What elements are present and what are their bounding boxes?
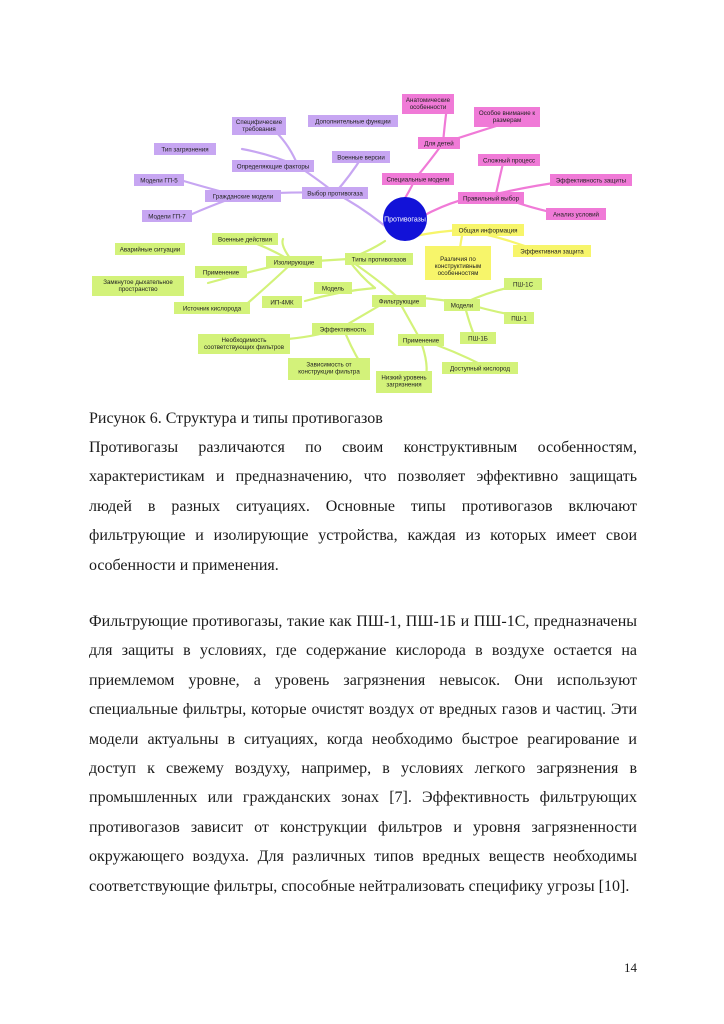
- node-dostupnyy: Доступный кислород: [450, 365, 510, 373]
- node-dop-funkcii: Дополнительные функции: [315, 118, 391, 126]
- node-psh1: ПШ-1: [511, 315, 527, 323]
- node-filtruyushie: Фильтрующие: [378, 298, 420, 306]
- node-psh1s: ПШ-1С: [512, 281, 534, 289]
- node-istochnik: Источник кислорода: [182, 305, 242, 313]
- node-zavisimost: Зависимость от конструкции фильтра: [298, 361, 360, 376]
- node-primenenie-f: Применение: [402, 337, 440, 345]
- node-effektivnost-zashity: Эффективность защиты: [555, 177, 627, 185]
- node-izoliruyushie: Изолирующие: [273, 259, 315, 267]
- figure-caption: Рисунок 6. Структура и типы противогазов: [89, 410, 383, 427]
- node-anatomicheskie: Анатомические особенности: [405, 97, 451, 111]
- node-slozhnyy-process: Сложный процесс: [482, 157, 536, 165]
- node-specialnye: Специальные модели: [386, 176, 450, 184]
- node-obshaya-info: Общая информация: [458, 227, 518, 235]
- node-neobhodimost: Необходимость соответствующих фильтров: [203, 337, 285, 351]
- paragraph-2: Фильтрующие противогазы, такие как ПШ-1, ПШ-1Б и ПШ-1С, предназначены для защиты в условиях, где содержание кислорода в воздухе остается на приемлемом уровне, а уровень загрязнения невысок. Они используют специальные фильтры, которые очистят воздух от вредных газов и частиц. Эти модели актуальны в ситуациях, когда необходимо быстрое реагирование и доступ к свежему воздуху, например, в условиях легкого загрязнения в промышленных или гражданских зонах [7]. Эффективность фильтрующих противогазов зависит от конструкции фильтров и уровня загрязненности окружающего воздуха. Для различных типов вредных веществ необходимы соответствующие фильтры, способные нейтрализовать специфику угрозы [10].: [89, 613, 637, 895]
- node-effektivnaya-zashita: Эффективная защита: [520, 248, 584, 256]
- page-number: 14: [624, 960, 637, 975]
- node-pravilnyy-vybor: Правильный выбор: [462, 195, 520, 203]
- node-nizkiy: Низкий уровень загрязнения: [381, 374, 427, 389]
- paragraph-1: Противогазы различаются по своим конструктивным особенностям, характеристикам и предназначению, что позволяет эффективно защищать людей в разных ситуациях. Основные типы противогазов включают фильтрующие и изолирующие устройства, каждая из которых имеет свои особенности и применения.: [89, 439, 637, 574]
- node-voennye-deystviya: Военные действия: [218, 236, 272, 244]
- node-razlichiya: Различия по конструктивным особенностям: [434, 256, 482, 277]
- center-node: [383, 197, 427, 241]
- node-zamknutoe: Замкнутое дыхательное пространство: [103, 279, 173, 293]
- node-psh1b: ПШ-1Б: [468, 335, 488, 343]
- mind-map-figure: [80, 86, 640, 396]
- yellow-nodes: [425, 224, 591, 280]
- node-avariynye: Аварийные ситуации: [119, 246, 181, 254]
- node-tipy: Типы противогазов: [351, 256, 407, 264]
- node-modeli-iz: Модель: [321, 285, 345, 293]
- node-opredelyayushie: Определяющие факторы: [236, 163, 310, 171]
- node-specificheskie: Специфические требования: [235, 119, 283, 133]
- node-vybor: Выбор противогаза: [307, 190, 363, 198]
- node-osoboe-vnimanie: Особое внимание к размерам: [478, 110, 536, 124]
- magenta-nodes: [382, 94, 632, 220]
- node-tip-zagryazneniya: Тип загрязнения: [161, 146, 209, 154]
- node-dlya-detey: Для детей: [424, 140, 454, 148]
- node-gp7: Модели ГП-7: [148, 213, 186, 221]
- node-analiz-usloviy: Анализ условий: [552, 211, 600, 219]
- node-voennye-versii: Военные версии: [337, 154, 385, 162]
- svg-text:Противогазы: Противогазы: [384, 216, 426, 224]
- node-grazhdanskie: Гражданские модели: [212, 193, 274, 201]
- node-modeli-f: Модели: [450, 302, 474, 310]
- node-primenenie-iz: Применение: [202, 269, 240, 277]
- node-effektivnost: Эффективность: [319, 326, 367, 334]
- node-ip4mk: ИП-4МК: [270, 299, 294, 307]
- node-gp5: Модели ГП-5: [140, 177, 178, 185]
